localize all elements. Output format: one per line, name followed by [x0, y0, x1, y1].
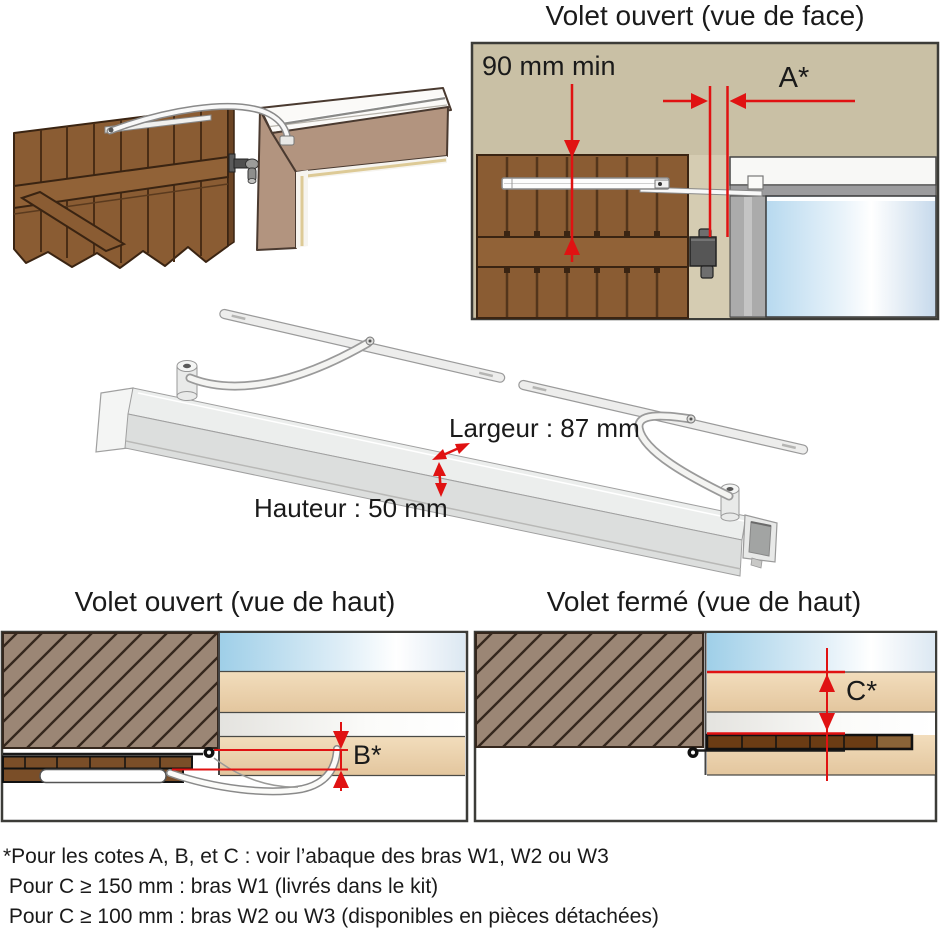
panel-top-view-closed — [475, 632, 936, 821]
panel-top-view-open — [2, 632, 467, 821]
panel-front-view — [472, 43, 938, 319]
label-dim-a: A* — [778, 62, 810, 94]
label-hauteur: Hauteur : 50 mm — [254, 493, 448, 523]
label-largeur: Largeur : 87 mm — [449, 413, 640, 443]
footnotes — [3, 842, 659, 932]
illustration-shutter-3d — [14, 88, 451, 268]
footnote-line-2: Pour C ≥ 150 mm : bras W1 (livrés dans le kit) — [3, 875, 439, 898]
footnote-line-3: Pour C ≥ 100 mm : bras W2 ou W3 (disponibles en pièces détachées) — [3, 905, 659, 928]
label-90mm-min: 90 mm min — [482, 51, 616, 81]
label-dim-b: B* — [353, 740, 382, 770]
label-dim-c: C* — [846, 675, 878, 706]
title-front-view: Volet ouvert (vue de face) — [545, 0, 865, 31]
footnote-line-1: *Pour les cotes A, B, et C : voir l’abaque des bras W1, W2 ou W3 — [3, 845, 609, 868]
title-top-view-open: Volet ouvert (vue de haut) — [74, 586, 396, 617]
title-top-view-closed: Volet fermé (vue de haut) — [546, 586, 862, 617]
